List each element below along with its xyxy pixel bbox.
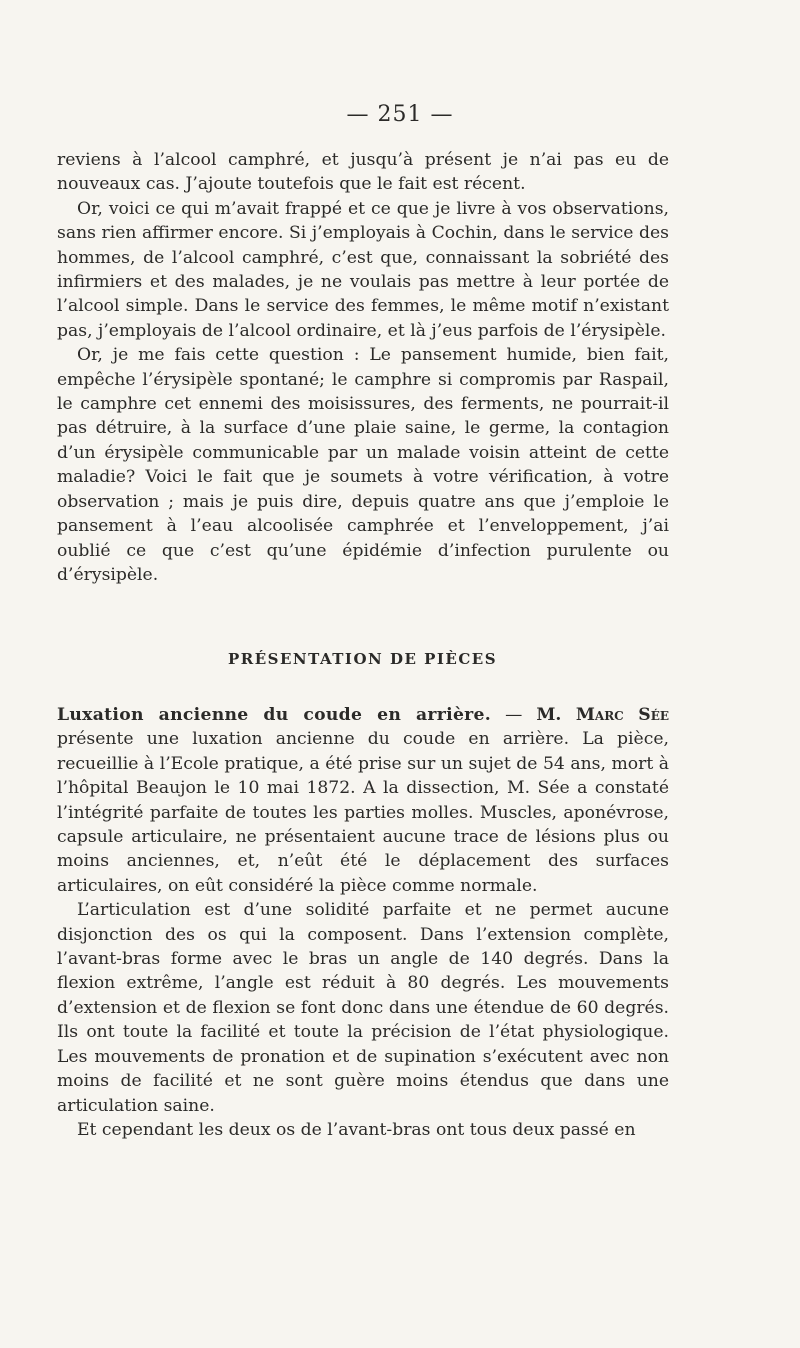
- paragraph: Or, voici ce qui m’avait frappé et ce que je livre à vos observations, sans rien affirmer encore. Si j’employais à Cochin, dans le service des hommes, de l’alcool camphré, c’est que, connaissant la sobriété des infirmiers et des malades, je ne voulais pas mettre à leur portée de l’alcool simple. Dans le service des femmes, le même motif n’existant pas, j’employais de l’alcool ordinaire, et là j’eus parfois de l’érysipèle.: [57, 198, 669, 341]
- paragraph: Et cependant les deux os de l’avant-bras ont tous deux passé en: [77, 1119, 636, 1140]
- case-title: Luxation ancienne du coude en arrière.: [57, 705, 492, 725]
- body-text-top: [57, 148, 669, 587]
- body-text-bottom: [57, 703, 669, 1142]
- case-dash: —: [491, 705, 537, 725]
- case-intro: présente une luxation ancienne du coude en arrière. La pièce, recueillie à l’Ecole pratique, a été prise sur un sujet de 54 ans, mort à l’hôpital Beaujon le 10 mai 1872. A la dissection, M. Sée a constaté l’intégrité parfaite de toutes les parties molles. Muscles, aponévrose, capsule articulaire, ne présentaient aucune trace de lésions plus ou moins anciennes, et, n’eût été le déplacement des surfaces articulaires, on eût considéré la pièce comme normale.: [57, 729, 669, 896]
- case-paragraph: [57, 703, 669, 898]
- paragraph: L’articulation est d’une solidité parfaite et ne permet aucune disjonction des os qui la composent. Dans l’extension complète, l’avant-bras forme avec le bras un angle de 140 degrés. Dans la flexion extrême, l’angle est réduit à 80 degrés. Les mouvements d’extension et de flexion se font donc dans une étendue de 60 degrés. Ils ont toute la facilité et toute la précision de l’état physiologique. Les mouvements de pronation et de supination s’exécutent avec non moins de facilité et ne sont guère moins étendus que dans une articulation saine.: [57, 900, 669, 1116]
- paragraph-continuation: reviens à l’alcool camphré, et jusqu’à présent je n’ai pas eu de nouveaux cas. J’ajoute toutefois que le fait est récent.: [57, 150, 669, 195]
- section-title: PRÉSENTATION DE PIÈCES: [227, 650, 498, 668]
- case-author: M. Marc Sée: [536, 705, 669, 725]
- paragraph: Or, je me fais cette question : Le pansement humide, bien fait, empêche l’érysipèle spontané; le camphre si compromis par Raspail, le camphre cet ennemi des moisissures, des ferments, ne pourrait-il pas détruire, à la surface d’une plaie saine, le germe, la contagion d’un érysipèle communicable par un malade voisin atteint de cette maladie? Voici le fait que je soumets à votre vérification, à votre observation ; mais je puis dire, depuis quatre ans que j’emploie le pansement à l’eau alcoolisée camphrée et l’enveloppement, j’ai oublié ce que c’est qu’une épidémie d’infection purulente ou d’érysipèle.: [57, 345, 669, 585]
- page-number: — 251 —: [346, 102, 454, 127]
